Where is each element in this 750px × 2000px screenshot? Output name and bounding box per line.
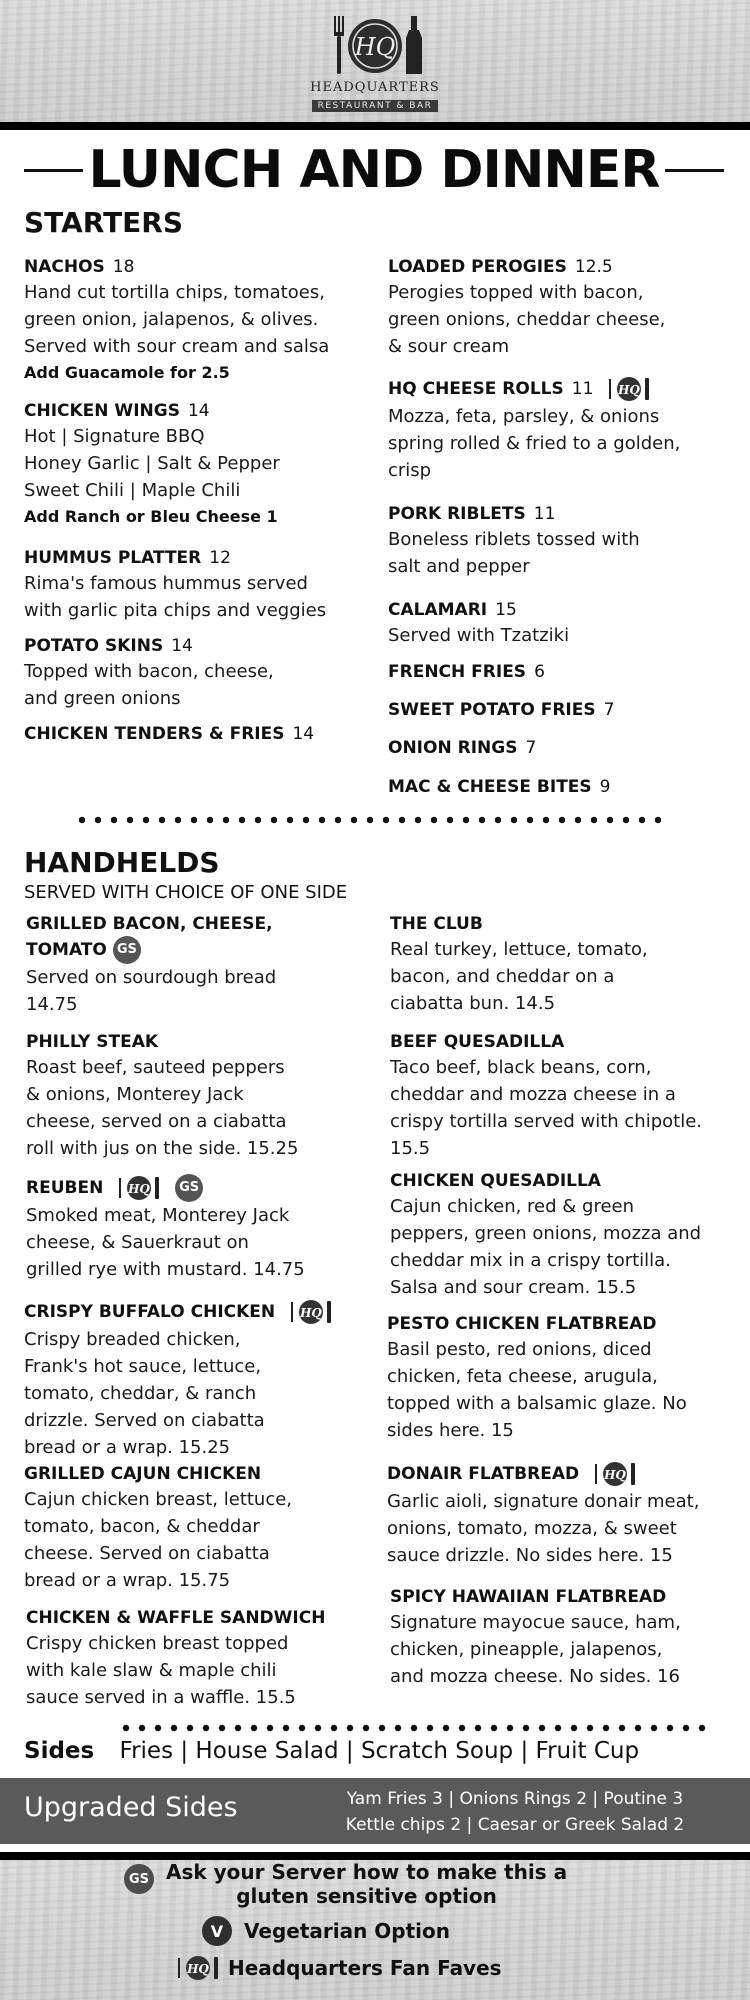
item-name: MAC & CHEESE BITES [388, 777, 592, 797]
item-description: Crispy chicken breast topped [26, 1633, 289, 1654]
item-description: Served with Tzatziki [388, 625, 570, 646]
svg-text:HQ: HQ [128, 1182, 151, 1196]
item-description: sauce served in a waffle. 15.5 [26, 1687, 296, 1708]
item-description: drizzle. Served on ciabatta [24, 1410, 265, 1431]
item-addon: Add Ranch or Bleu Cheese 1 [24, 507, 278, 526]
item-description: 14.75 [26, 994, 78, 1015]
item-description: onions, tomato, mozza, & sweet [387, 1518, 677, 1539]
fork-knife-bottle-logo-icon [320, 12, 430, 78]
brand-subtitle: RESTAURANT & BAR [312, 100, 439, 112]
item-name: GRILLED BACON, CHEESE, [26, 914, 273, 934]
brand-name: HEADQUARTERS [310, 80, 440, 95]
legend-fan-faves [176, 1954, 502, 1982]
item-price: 18 [112, 257, 135, 277]
item-description: Crispy breaded chicken, [24, 1329, 241, 1350]
item-name: HQ CHEESE ROLLS [388, 379, 564, 399]
legend-text: Ask your Server how to make this a [166, 1860, 568, 1884]
item-name: SWEET POTATO FRIES [388, 700, 596, 720]
item-name: DONAIR FLATBREAD [387, 1464, 580, 1484]
item-description: Hot | Signature BBQ [24, 426, 205, 447]
item-price: 14 [292, 724, 315, 744]
item-description: & sour cream [388, 336, 510, 357]
item-name: THE CLUB [390, 914, 483, 934]
title-rule-left [24, 169, 83, 172]
item-price: 12.5 [574, 257, 613, 277]
item-price: 14 [171, 636, 193, 656]
item-description: Mozza, feta, parsley, & onions [388, 406, 660, 427]
upgraded-sides-list [305, 1786, 725, 1838]
menu-item-pesto-chicken-flatbread [387, 1312, 737, 1444]
item-price: 9 [599, 777, 611, 797]
item-description: Roast beef, sauteed peppers [26, 1057, 285, 1078]
menu-item-hq-cheese-rolls [388, 375, 733, 484]
upgraded-sides-label: Upgraded Sides [24, 1792, 238, 1823]
item-name: GRILLED CAJUN CHICKEN [24, 1464, 262, 1484]
item-description: bacon, and cheddar on a [390, 966, 615, 987]
menu-header [0, 0, 750, 122]
svg-text:HQ: HQ [354, 33, 396, 61]
menu-item-spicy-hawaiian-flatbread [390, 1585, 740, 1690]
item-name: FRENCH FRIES [388, 662, 527, 682]
item-name: CHICKEN WINGS [24, 401, 180, 421]
gluten-sensitive-icon: GS [113, 936, 141, 964]
item-price: 12 [209, 548, 231, 568]
item-name: CRISPY BUFFALO CHICKEN [24, 1302, 276, 1322]
menu-item-nachos [24, 255, 374, 386]
item-description: bread or a wrap. 15.75 [24, 1570, 231, 1591]
legend-text: gluten sensitive option [236, 1884, 497, 1908]
handhelds-subheading: SERVED WITH CHOICE OF ONE SIDE [24, 882, 348, 903]
item-price: 7 [525, 738, 537, 758]
menu-item-grilled-bacon-cheese-tomato [26, 912, 366, 1018]
item-name: CHICKEN QUESADILLA [390, 1171, 601, 1191]
item-description: Cajun chicken, red & green [390, 1196, 635, 1217]
footer-divider [0, 1852, 750, 1860]
item-description: sauce drizzle. No sides here. 15 [387, 1545, 673, 1566]
svg-text:HQ: HQ [604, 1468, 626, 1482]
menu-item-chicken-waffle-sandwich [26, 1606, 371, 1711]
item-description: & onions, Monterey Jack [26, 1084, 244, 1105]
legend-vegetarian [202, 1916, 450, 1946]
item-name: PORK RIBLETS [388, 504, 526, 524]
menu-item-mac-cheese-bites [388, 775, 733, 799]
hq-fan-fave-icon [607, 375, 653, 403]
item-description: green onions, cheddar cheese, [388, 309, 666, 330]
item-price: 6 [534, 662, 545, 682]
item-description: tomato, bacon, & cheddar [24, 1516, 260, 1537]
item-description: Basil pesto, red onions, diced [387, 1339, 652, 1360]
item-name: CALAMARI [388, 600, 488, 620]
svg-text:HQ: HQ [187, 1962, 209, 1976]
dotted-divider [74, 816, 666, 824]
item-price: 15 [495, 600, 517, 620]
page-title: LUNCH AND DINNER [88, 140, 660, 200]
item-description: roll with jus on the side. 15.25 [26, 1138, 299, 1159]
item-description: green onion, jalapenos, & olives. [24, 309, 319, 330]
header-divider [0, 122, 750, 130]
upgraded-sides-line: Yam Fries 3 | Onions Rings 2 | Poutine 3 [346, 1789, 684, 1809]
item-description: topped with a balsamic glaze. No [387, 1393, 687, 1414]
item-name: POTATO SKINS [24, 636, 164, 656]
item-description: Smoked meat, Monterey Jack [26, 1205, 290, 1226]
menu-item-the-club [390, 912, 735, 1017]
title-rule-right [665, 169, 724, 172]
item-description: cheese. Served on ciabatta [24, 1543, 270, 1564]
item-description: Real turkey, lettuce, tomato, [390, 939, 648, 960]
hq-fan-fave-icon [289, 1298, 335, 1326]
menu-item-calamari [388, 598, 733, 649]
item-description: Topped with bacon, cheese, [24, 661, 274, 682]
item-description: crispy tortilla served with chipotle. [390, 1111, 702, 1132]
item-description: cheese, served on a ciabatta [26, 1111, 287, 1132]
sides-label: Sides [24, 1738, 95, 1764]
item-description: chicken, pineapple, jalapenos, [390, 1639, 663, 1660]
item-name: CHICKEN & WAFFLE SANDWICH [26, 1608, 326, 1628]
item-name: PESTO CHICKEN FLATBREAD [387, 1314, 657, 1334]
item-description: bread or a wrap. 15.25 [24, 1437, 231, 1458]
title-row [24, 140, 724, 200]
item-name: LOADED PEROGIES [388, 257, 567, 277]
item-price: 7 [603, 700, 615, 720]
handhelds-heading: HANDHELDS [24, 846, 220, 879]
item-description: Served with sour cream and salsa [24, 336, 330, 357]
item-price: 11 [533, 504, 556, 524]
menu-item-pork-riblets [388, 502, 733, 580]
item-description: Frank's hot sauce, lettuce, [24, 1356, 262, 1377]
item-name: BEEF QUESADILLA [390, 1032, 565, 1052]
item-name: CHICKEN TENDERS & FRIES [24, 724, 285, 744]
item-addon: Add Guacamole for 2.5 [24, 363, 230, 382]
item-description: Boneless riblets tossed with [388, 529, 640, 550]
item-description: spring rolled & fried to a golden, [388, 433, 681, 454]
hq-fan-fave-icon [176, 1954, 222, 1982]
item-description: ciabatta bun. 14.5 [390, 993, 556, 1014]
menu-item-beef-quesadilla [390, 1030, 735, 1162]
item-description: Rima's famous hummus served [24, 573, 308, 594]
item-price: 11 [571, 379, 594, 399]
item-description: chicken, feta cheese, arugula, [387, 1366, 658, 1387]
hq-fan-fave-icon [117, 1174, 163, 1202]
item-description: grilled rye with mustard. 14.75 [26, 1259, 305, 1280]
item-description: Served on sourdough bread [26, 967, 277, 988]
item-description: cheddar and mozza cheese in a [390, 1084, 676, 1105]
item-description: with kale slaw & maple chili [26, 1660, 277, 1681]
menu-item-sweet-potato-fries [388, 698, 733, 722]
menu-item-chicken-tenders [24, 722, 374, 746]
item-description: Cajun chicken breast, lettuce, [24, 1489, 293, 1510]
sides-list: Fries | House Salad | Scratch Soup | Fruit Cup [119, 1738, 640, 1764]
item-description: cheese, & Sauerkraut on [26, 1232, 249, 1253]
starters-heading: STARTERS [24, 206, 184, 239]
item-name: PHILLY STEAK [26, 1032, 159, 1052]
item-description: Sweet Chili | Maple Chili [24, 480, 241, 501]
legend-text: Headquarters Fan Faves [228, 1956, 502, 1980]
menu-item-chicken-wings [24, 399, 374, 530]
item-description: tomato, cheddar, & ranch [24, 1383, 257, 1404]
item-name: REUBEN [26, 1178, 104, 1198]
menu-item-chicken-quesadilla [390, 1169, 740, 1301]
menu-item-potato-skins [24, 634, 374, 712]
item-name: SPICY HAWAIIAN FLATBREAD [390, 1587, 667, 1607]
menu-item-donair-flatbread [387, 1460, 737, 1569]
item-description: sides here. 15 [387, 1420, 514, 1441]
dotted-divider [118, 1724, 710, 1732]
hq-fan-fave-icon [593, 1460, 639, 1488]
item-description: crisp [388, 460, 432, 481]
sides-line [24, 1738, 724, 1764]
item-name: TOMATO [26, 940, 107, 960]
menu-item-french-fries [388, 660, 733, 684]
item-name: HUMMUS PLATTER [24, 548, 202, 568]
item-description: Perogies topped with bacon, [388, 282, 644, 303]
item-description: Hand cut tortilla chips, tomatoes, [24, 282, 325, 303]
menu-item-loaded-perogies [388, 255, 733, 360]
svg-text:HQ: HQ [618, 383, 641, 397]
menu-item-crispy-buffalo-chicken [24, 1298, 369, 1461]
item-description: Signature mayocue sauce, ham, [390, 1612, 681, 1633]
item-description: and mozza cheese. No sides. 16 [390, 1666, 680, 1687]
gluten-sensitive-icon: GS [124, 1864, 154, 1894]
item-price: 14 [187, 401, 210, 421]
upgraded-sides-band [0, 1778, 750, 1844]
restaurant-logo [310, 12, 440, 122]
item-description: Honey Garlic | Salt & Pepper [24, 453, 280, 474]
gluten-sensitive-icon: GS [175, 1174, 203, 1202]
item-description: Salsa and sour cream. 15.5 [390, 1277, 637, 1298]
item-description: Garlic aioli, signature donair meat, [387, 1491, 700, 1512]
menu-item-hummus-platter [24, 546, 374, 624]
item-name: NACHOS [24, 257, 105, 277]
item-description: and green onions [24, 688, 181, 709]
item-description: cheddar mix in a crispy tortilla. [390, 1250, 671, 1271]
item-description: peppers, green onions, mozza and [390, 1223, 702, 1244]
upgraded-sides-line: Kettle chips 2 | Caesar or Greek Salad 2 [345, 1815, 685, 1835]
item-name: ONION RINGS [388, 738, 518, 758]
item-description: Taco beef, black beans, corn, [390, 1057, 652, 1078]
item-description: with garlic pita chips and veggies [24, 600, 327, 621]
legend-text: Vegetarian Option [244, 1919, 451, 1943]
legend-footer [0, 1860, 750, 2000]
menu-item-reuben [26, 1174, 366, 1283]
item-description: salt and pepper [388, 556, 530, 577]
legend-gluten-sensitive [124, 1860, 644, 1908]
menu-item-philly-steak [26, 1030, 366, 1162]
svg-text:HQ: HQ [300, 1306, 322, 1320]
vegetarian-icon: V [202, 1916, 232, 1946]
menu-item-grilled-cajun-chicken [24, 1462, 369, 1594]
menu-item-onion-rings [388, 736, 733, 760]
item-description: 15.5 [390, 1138, 431, 1159]
